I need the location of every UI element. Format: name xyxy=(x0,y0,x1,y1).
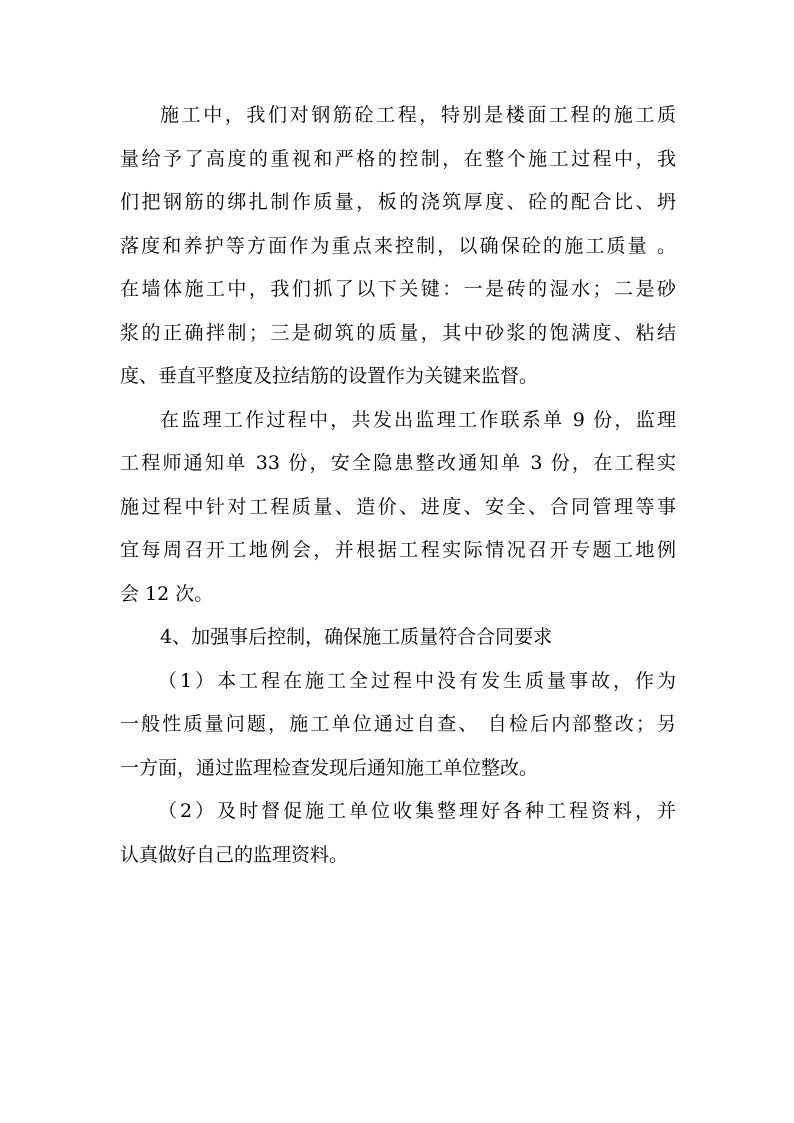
item-1-line-2: 一般性质量问题，施工单位通过自查、 自检后内部整改；另 xyxy=(120,713,676,735)
paragraph-2-line-2: 工程师通知单 33 份，安全隐患整改通知单 3 份，在工程实 xyxy=(120,452,676,474)
document-body xyxy=(120,94,676,877)
section-heading: 4、加强事后控制，确保施工质量符合合同要求 xyxy=(160,626,553,648)
item-1-line-1: （1）本工程在施工全过程中没有发生质量事故，作为 xyxy=(158,669,676,692)
paragraph-1-line-5: 在墙体施工中，我们抓了以下关键：一是砖的湿水；二是砂 xyxy=(120,278,676,300)
paragraph-2-line-3: 施过程中针对工程质量、造价、进度、安全、合同管理等事 xyxy=(120,495,676,518)
paragraph-1-line-2: 量给予了高度的重视和严格的控制，在整个施工过程中，我 xyxy=(120,147,676,170)
paragraph-1-line-1: 施工中，我们对钢筋砼工程，特别是楼面工程的施工质 xyxy=(160,104,676,126)
paragraph-1-line-3: 们把钢筋的绑扎制作质量，板的浇筑厚度、砼的配合比、坍 xyxy=(120,191,676,213)
item-2-line-2: 认真做好自己的监理资料。 xyxy=(120,843,349,866)
item-2-line-1: （2）及时督促施工单位收集整理好各种工程资料，并 xyxy=(158,800,676,822)
paragraph-1-line-7: 度、垂直平整度及拉结筋的设置作为关键来监督。 xyxy=(120,365,539,387)
paragraph-2-line-5: 会 12 次。 xyxy=(120,582,214,605)
paragraph-1-line-4: 落度和养护等方面作为重点来控制，以确保砼的施工质量 。 xyxy=(120,234,676,257)
paragraph-1-line-6: 浆的正确拌制；三是砌筑的质量，其中砂浆的饱满度、粘结 xyxy=(120,321,676,344)
paragraph-2-line-1: 在监理工作过程中，共发出监理工作联系单 9 份，监理 xyxy=(160,408,676,431)
paragraph-2-line-4: 宜每周召开工地例会，并根据工程实际情况召开专题工地例 xyxy=(120,539,676,561)
item-1-line-3: 一方面，通过监理检查发现后通知施工单位整改。 xyxy=(120,756,539,779)
